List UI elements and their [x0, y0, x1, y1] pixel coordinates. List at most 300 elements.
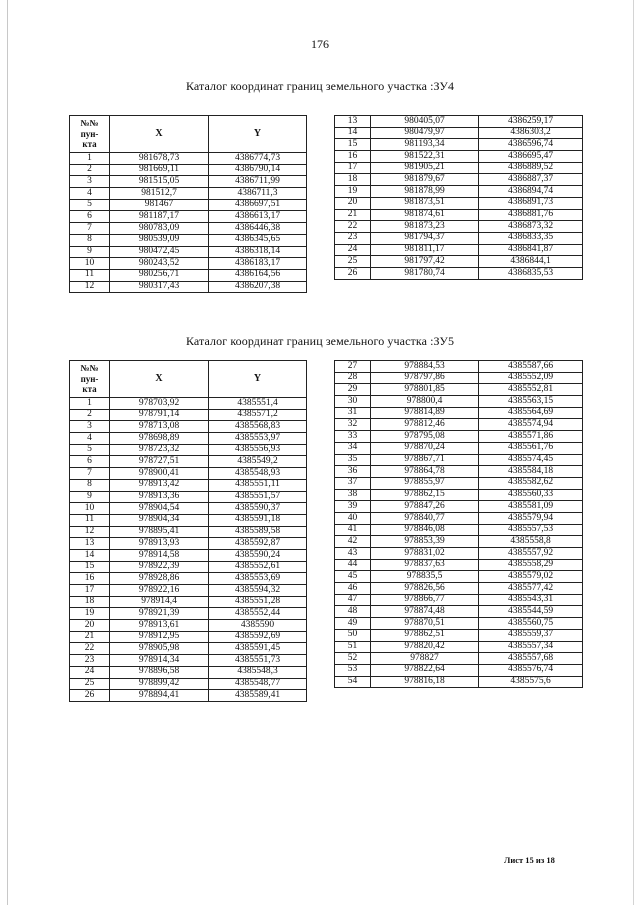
point-number-cell: 24: [70, 666, 110, 678]
table-row: [335, 477, 583, 489]
table-row: [70, 398, 307, 410]
point-number-cell: 34: [335, 442, 371, 454]
point-number-cell: 16: [70, 573, 110, 585]
table-row: [70, 421, 307, 433]
point-number-cell: 47: [335, 594, 371, 606]
table-row: [70, 153, 307, 165]
point-number-cell: 43: [335, 548, 371, 560]
point-number-cell: 52: [335, 653, 371, 665]
table-row: [70, 468, 307, 480]
point-number-cell: 21: [70, 631, 110, 643]
table-row: [335, 127, 583, 139]
x-coordinate-cell: 978922,39: [110, 561, 209, 573]
y-coordinate-cell: 4386873,32: [479, 221, 583, 233]
point-number-cell: 31: [335, 407, 371, 419]
table-row: [70, 643, 307, 655]
table-row: [70, 631, 307, 643]
x-coordinate-cell: 981874,61: [371, 209, 479, 221]
point-number-cell: 15: [335, 139, 371, 151]
x-coordinate-cell: 978846,08: [371, 524, 479, 536]
y-coordinate-cell: 4385557,92: [479, 548, 583, 560]
table-row: [335, 664, 583, 676]
table-row: [70, 573, 307, 585]
table-row: [70, 234, 307, 246]
x-coordinate-cell: 978894,41: [110, 690, 209, 702]
table-row: [335, 594, 583, 606]
y-coordinate-cell: 4385587,66: [479, 361, 583, 373]
table-row: [70, 211, 307, 223]
x-coordinate-cell: 978814,89: [371, 407, 479, 419]
y-coordinate-cell: 4385557,34: [479, 641, 583, 653]
y-coordinate-cell: 4385589,58: [209, 526, 307, 538]
point-number-cell: 19: [70, 608, 110, 620]
y-column-header: Y: [209, 361, 307, 398]
y-coordinate-cell: 4385553,69: [209, 573, 307, 585]
table-row: [335, 151, 583, 163]
point-number-cell: 2: [70, 409, 110, 421]
y-coordinate-cell: 4386774,73: [209, 153, 307, 165]
x-column-header: X: [110, 116, 209, 153]
x-coordinate-cell: 980479,97: [371, 127, 479, 139]
table-row: [335, 267, 583, 279]
point-number-cell: 26: [335, 267, 371, 279]
y-coordinate-cell: 4386891,73: [479, 197, 583, 209]
table-row: [70, 678, 307, 690]
point-number-cell: 54: [335, 676, 371, 688]
table-row: [335, 174, 583, 186]
point-number-cell: 12: [70, 281, 110, 293]
y-coordinate-cell: 4386894,74: [479, 186, 583, 198]
x-coordinate-cell: 978820,42: [371, 641, 479, 653]
point-number-cell: 12: [70, 526, 110, 538]
x-coordinate-cell: 978913,36: [110, 491, 209, 503]
zu5-coordinates-table-left: [69, 360, 307, 702]
x-coordinate-cell: 978827: [371, 653, 479, 665]
x-coordinate-cell: 978899,42: [110, 678, 209, 690]
table-row: [335, 244, 583, 256]
table-row: [70, 269, 307, 281]
x-coordinate-cell: 978914,58: [110, 549, 209, 561]
y-coordinate-cell: 4386164,56: [209, 269, 307, 281]
y-coordinate-cell: 4386259,17: [479, 116, 583, 128]
table-row: [335, 559, 583, 571]
table-row: [70, 585, 307, 597]
table-header-row: [70, 116, 307, 153]
point-number-cell: 7: [70, 468, 110, 480]
x-coordinate-cell: 978870,24: [371, 442, 479, 454]
y-coordinate-cell: 4385552,44: [209, 608, 307, 620]
point-number-cell: 5: [70, 199, 110, 211]
table-row: [335, 407, 583, 419]
x-coordinate-cell: 980256,71: [110, 269, 209, 281]
y-coordinate-cell: 4385568,83: [209, 421, 307, 433]
point-number-header-line3: кта: [82, 139, 97, 150]
table-row: [335, 618, 583, 630]
y-coordinate-cell: 4385560,75: [479, 618, 583, 630]
y-coordinate-cell: 4386833,35: [479, 232, 583, 244]
page-number: 176: [311, 37, 329, 51]
x-coordinate-cell: 981669,11: [110, 164, 209, 176]
x-coordinate-cell: 978866,77: [371, 594, 479, 606]
y-coordinate-cell: 4386695,47: [479, 151, 583, 163]
x-coordinate-cell: 981873,51: [371, 197, 479, 209]
table-row: [335, 186, 583, 198]
point-number-header: [70, 361, 110, 398]
table-row: [70, 620, 307, 632]
point-number-cell: 25: [335, 256, 371, 268]
y-coordinate-cell: 4385551,11: [209, 479, 307, 491]
point-number-cell: 11: [70, 514, 110, 526]
point-number-cell: 20: [335, 197, 371, 209]
point-number-cell: 21: [335, 209, 371, 221]
x-coordinate-cell: 978922,16: [110, 585, 209, 597]
y-coordinate-cell: 4385571,86: [479, 431, 583, 443]
table-row: [335, 653, 583, 665]
table-row: [70, 258, 307, 270]
y-coordinate-cell: 4385575,6: [479, 676, 583, 688]
point-number-cell: 38: [335, 489, 371, 501]
point-number-cell: 50: [335, 629, 371, 641]
table-row: [70, 690, 307, 702]
y-coordinate-cell: 4385548,77: [209, 678, 307, 690]
point-number-cell: 23: [335, 232, 371, 244]
y-coordinate-cell: 4386790,14: [209, 164, 307, 176]
table-row: [70, 526, 307, 538]
point-number-cell: 16: [335, 151, 371, 163]
x-coordinate-cell: 978855,97: [371, 477, 479, 489]
point-number-cell: 22: [335, 221, 371, 233]
y-coordinate-cell: 4385561,76: [479, 442, 583, 454]
x-coordinate-cell: 978921,39: [110, 608, 209, 620]
table-row: [70, 549, 307, 561]
x-coordinate-cell: 981515,05: [110, 176, 209, 188]
x-coordinate-cell: 978795,08: [371, 431, 479, 443]
point-number-cell: 39: [335, 501, 371, 513]
point-number-header-line3: кта: [82, 384, 97, 395]
sheet-counter: Лист 15 из 18: [504, 855, 555, 865]
x-coordinate-cell: 980472,45: [110, 246, 209, 258]
zu5-coordinates-table-right: [334, 360, 583, 688]
y-coordinate-cell: 4385563,15: [479, 396, 583, 408]
y-coordinate-cell: 4386844,1: [479, 256, 583, 268]
point-number-cell: 27: [335, 361, 371, 373]
x-coordinate-cell: 978867,71: [371, 454, 479, 466]
x-coordinate-cell: 978913,93: [110, 538, 209, 550]
table-row: [70, 655, 307, 667]
y-coordinate-cell: 4385589,41: [209, 690, 307, 702]
x-coordinate-cell: 978835,5: [371, 571, 479, 583]
point-number-cell: 6: [70, 456, 110, 468]
x-coordinate-cell: 978870,51: [371, 618, 479, 630]
table-row: [70, 188, 307, 200]
point-number-cell: 3: [70, 176, 110, 188]
point-number-cell: 9: [70, 491, 110, 503]
x-coordinate-cell: 978914,34: [110, 655, 209, 667]
y-coordinate-cell: 4385558,8: [479, 536, 583, 548]
point-number-cell: 6: [70, 211, 110, 223]
y-coordinate-cell: 4386835,53: [479, 267, 583, 279]
x-coordinate-cell: 978837,63: [371, 559, 479, 571]
point-number-cell: 14: [335, 127, 371, 139]
point-number-cell: 41: [335, 524, 371, 536]
y-coordinate-cell: 4385556,93: [209, 444, 307, 456]
y-coordinate-cell: 4386318,14: [209, 246, 307, 258]
x-coordinate-cell: 978723,32: [110, 444, 209, 456]
point-number-header-line1: №№: [80, 363, 99, 374]
x-coordinate-cell: 978900,41: [110, 468, 209, 480]
x-coordinate-cell: 981873,23: [371, 221, 479, 233]
scan-edge-right: [633, 0, 634, 905]
y-column-header: Y: [209, 116, 307, 153]
table-row: [335, 501, 583, 513]
y-coordinate-cell: 4386887,37: [479, 174, 583, 186]
x-coordinate-cell: 978847,26: [371, 501, 479, 513]
x-coordinate-cell: 978801,85: [371, 384, 479, 396]
x-coordinate-cell: 978914,4: [110, 596, 209, 608]
table-row: [70, 608, 307, 620]
y-coordinate-cell: 4385548,3: [209, 666, 307, 678]
table-row: [335, 571, 583, 583]
point-number-cell: 8: [70, 479, 110, 491]
x-coordinate-cell: 978698,89: [110, 433, 209, 445]
table-row: [70, 223, 307, 235]
y-coordinate-cell: 4385553,97: [209, 433, 307, 445]
x-coordinate-cell: 978884,53: [371, 361, 479, 373]
x-coordinate-cell: 981797,42: [371, 256, 479, 268]
table-row: [70, 596, 307, 608]
x-coordinate-cell: 978862,51: [371, 629, 479, 641]
y-coordinate-cell: 4386207,38: [209, 281, 307, 293]
x-coordinate-cell: 978862,15: [371, 489, 479, 501]
y-coordinate-cell: 4385552,09: [479, 372, 583, 384]
point-number-cell: 33: [335, 431, 371, 443]
x-coordinate-cell: 978904,34: [110, 514, 209, 526]
point-number-cell: 4: [70, 433, 110, 445]
y-coordinate-cell: 4386613,17: [209, 211, 307, 223]
point-number-cell: 42: [335, 536, 371, 548]
x-coordinate-cell: 978713,08: [110, 421, 209, 433]
table-row: [70, 164, 307, 176]
y-coordinate-cell: 4385564,69: [479, 407, 583, 419]
y-coordinate-cell: 4385594,32: [209, 585, 307, 597]
y-coordinate-cell: 4385551,57: [209, 491, 307, 503]
x-coordinate-cell: 981193,34: [371, 139, 479, 151]
x-coordinate-cell: 978928,86: [110, 573, 209, 585]
point-number-cell: 45: [335, 571, 371, 583]
scan-edge-left: [7, 0, 8, 905]
y-coordinate-cell: 4385592,69: [209, 631, 307, 643]
table-row: [335, 641, 583, 653]
x-coordinate-cell: 978913,61: [110, 620, 209, 632]
table-row: [335, 466, 583, 478]
y-coordinate-cell: 4385591,18: [209, 514, 307, 526]
point-number-cell: 26: [70, 690, 110, 702]
point-number-cell: 48: [335, 606, 371, 618]
x-coordinate-cell: 981187,17: [110, 211, 209, 223]
y-coordinate-cell: 4385590,24: [209, 549, 307, 561]
y-coordinate-cell: 4385577,42: [479, 583, 583, 595]
table-row: [335, 256, 583, 268]
y-coordinate-cell: 4385559,37: [479, 629, 583, 641]
y-coordinate-cell: 4386345,65: [209, 234, 307, 246]
table-row: [70, 199, 307, 211]
point-number-cell: 11: [70, 269, 110, 281]
table-row: [335, 232, 583, 244]
table-row: [70, 479, 307, 491]
table-row: [335, 583, 583, 595]
y-coordinate-cell: 4385552,81: [479, 384, 583, 396]
table-row: [70, 666, 307, 678]
table-row: [335, 361, 583, 373]
point-number-cell: 10: [70, 503, 110, 515]
y-coordinate-cell: 4385576,74: [479, 664, 583, 676]
y-coordinate-cell: 4386889,52: [479, 162, 583, 174]
point-number-cell: 32: [335, 419, 371, 431]
point-number-cell: 49: [335, 618, 371, 630]
point-number-cell: 13: [70, 538, 110, 550]
table-row: [70, 176, 307, 188]
point-number-cell: 14: [70, 549, 110, 561]
x-coordinate-cell: 978812,46: [371, 419, 479, 431]
table-row: [70, 444, 307, 456]
table-row: [70, 561, 307, 573]
x-coordinate-cell: 981522,31: [371, 151, 479, 163]
x-coordinate-cell: 980405,07: [371, 116, 479, 128]
x-coordinate-cell: 981512,7: [110, 188, 209, 200]
x-coordinate-cell: 981678,73: [110, 153, 209, 165]
point-number-cell: 10: [70, 258, 110, 270]
point-number-cell: 40: [335, 512, 371, 524]
point-number-header-line1: №№: [80, 118, 99, 129]
point-number-cell: 5: [70, 444, 110, 456]
y-coordinate-cell: 4385574,45: [479, 454, 583, 466]
y-coordinate-cell: 4385544,59: [479, 606, 583, 618]
table-row: [335, 209, 583, 221]
table-row: [335, 221, 583, 233]
x-coordinate-cell: 978874,48: [371, 606, 479, 618]
zu5-catalog-title: Каталог координат границ земельного участка :ЗУ5: [185, 334, 455, 348]
table-row: [335, 442, 583, 454]
point-number-cell: 44: [335, 559, 371, 571]
y-coordinate-cell: 4385558,29: [479, 559, 583, 571]
point-number-cell: 28: [335, 372, 371, 384]
point-number-cell: 7: [70, 223, 110, 235]
point-number-cell: 13: [335, 116, 371, 128]
x-coordinate-cell: 981878,99: [371, 186, 479, 198]
point-number-cell: 24: [335, 244, 371, 256]
zu4-catalog-title: Каталог координат границ земельного участка :ЗУ4: [185, 79, 455, 93]
y-coordinate-cell: 4385549,2: [209, 456, 307, 468]
table-row: [335, 454, 583, 466]
point-number-cell: 19: [335, 186, 371, 198]
table-row: [335, 629, 583, 641]
point-number-cell: 15: [70, 561, 110, 573]
y-coordinate-cell: 4385591,45: [209, 643, 307, 655]
point-number-header: [70, 116, 110, 153]
y-coordinate-cell: 4385582,62: [479, 477, 583, 489]
x-coordinate-cell: 981905,21: [371, 162, 479, 174]
point-number-cell: 36: [335, 466, 371, 478]
x-coordinate-cell: 978800,4: [371, 396, 479, 408]
point-number-cell: 51: [335, 641, 371, 653]
table-row: [70, 456, 307, 468]
table-row: [335, 372, 583, 384]
x-coordinate-cell: 978840,77: [371, 512, 479, 524]
x-coordinate-cell: 978816,18: [371, 676, 479, 688]
x-coordinate-cell: 980783,09: [110, 223, 209, 235]
point-number-cell: 30: [335, 396, 371, 408]
table-row: [335, 548, 583, 560]
table-row: [70, 281, 307, 293]
point-number-cell: 22: [70, 643, 110, 655]
x-coordinate-cell: 980243,52: [110, 258, 209, 270]
point-number-cell: 9: [70, 246, 110, 258]
x-coordinate-cell: 981794,37: [371, 232, 479, 244]
point-number-cell: 17: [70, 585, 110, 597]
point-number-header-line2: пун-: [80, 128, 99, 139]
y-coordinate-cell: 4385590,37: [209, 503, 307, 515]
table-row: [335, 116, 583, 128]
x-coordinate-cell: 978703,92: [110, 398, 209, 410]
point-number-cell: 18: [335, 174, 371, 186]
table-row: [335, 512, 583, 524]
y-coordinate-cell: 4385579,02: [479, 571, 583, 583]
y-coordinate-cell: 4385551,28: [209, 596, 307, 608]
x-coordinate-cell: 978791,14: [110, 409, 209, 421]
y-coordinate-cell: 4385584,18: [479, 466, 583, 478]
point-number-cell: 1: [70, 398, 110, 410]
y-coordinate-cell: 4386841,87: [479, 244, 583, 256]
x-coordinate-cell: 978864,78: [371, 466, 479, 478]
point-number-cell: 1: [70, 153, 110, 165]
x-coordinate-cell: 978896,58: [110, 666, 209, 678]
point-number-cell: 20: [70, 620, 110, 632]
point-number-cell: 53: [335, 664, 371, 676]
table-row: [70, 514, 307, 526]
x-coordinate-cell: 981811,17: [371, 244, 479, 256]
table-row: [335, 536, 583, 548]
table-row: [335, 489, 583, 501]
table-row: [70, 503, 307, 515]
point-number-cell: 35: [335, 454, 371, 466]
table-row: [335, 524, 583, 536]
x-coordinate-cell: 981467: [110, 199, 209, 211]
x-coordinate-cell: 981879,67: [371, 174, 479, 186]
point-number-cell: 29: [335, 384, 371, 396]
x-coordinate-cell: 978727,51: [110, 456, 209, 468]
y-coordinate-cell: 4385551,73: [209, 655, 307, 667]
point-number-cell: 2: [70, 164, 110, 176]
table-row: [335, 431, 583, 443]
x-column-header: X: [110, 361, 209, 398]
x-coordinate-cell: 978831,02: [371, 548, 479, 560]
table-row: [335, 676, 583, 688]
y-coordinate-cell: 4386183,17: [209, 258, 307, 270]
point-number-cell: 8: [70, 234, 110, 246]
y-coordinate-cell: 4386596,74: [479, 139, 583, 151]
x-coordinate-cell: 978905,98: [110, 643, 209, 655]
table-row: [335, 419, 583, 431]
x-coordinate-cell: 978822,64: [371, 664, 479, 676]
table-row: [335, 162, 583, 174]
x-coordinate-cell: 978797,86: [371, 372, 479, 384]
y-coordinate-cell: 4385560,33: [479, 489, 583, 501]
zu4-coordinates-table-left: [69, 115, 307, 293]
y-coordinate-cell: 4385592,87: [209, 538, 307, 550]
point-number-cell: 17: [335, 162, 371, 174]
point-number-cell: 46: [335, 583, 371, 595]
y-coordinate-cell: 4386446,38: [209, 223, 307, 235]
